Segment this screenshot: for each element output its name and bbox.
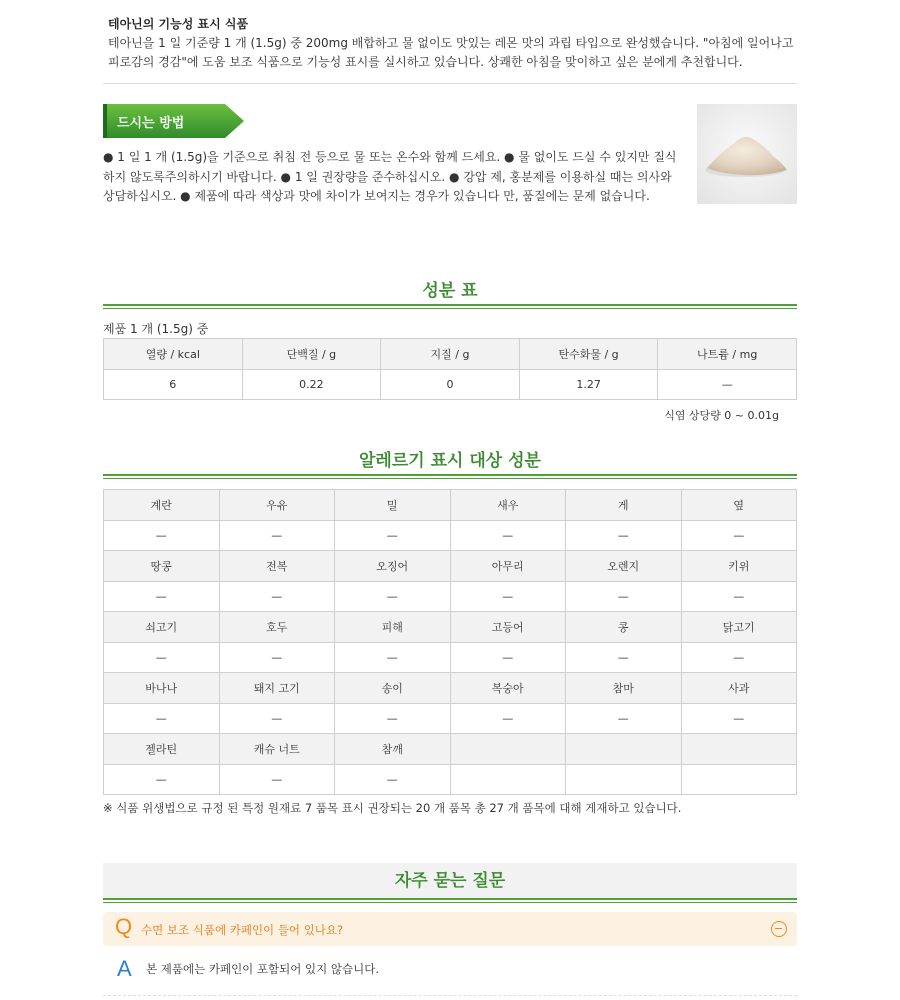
allergen-value: — xyxy=(104,703,220,734)
allergy-table xyxy=(103,489,797,795)
allergen-name: 오징어 xyxy=(335,551,451,582)
allergen-value: — xyxy=(335,581,451,612)
allergy-value-row xyxy=(104,581,797,612)
allergen-name: 참깨 xyxy=(335,734,451,765)
dosage-ribbon xyxy=(103,104,245,138)
allergy-value-row xyxy=(104,642,797,673)
allergy-title-underline xyxy=(103,474,797,479)
allergen-value: — xyxy=(681,642,797,673)
allergen-name: 우유 xyxy=(219,490,335,521)
nutrition-header-cell: 단백질 / g xyxy=(242,339,381,370)
allergen-name: 오렌지 xyxy=(566,551,682,582)
allergen-name: 호두 xyxy=(219,612,335,643)
allergen-name: 참마 xyxy=(566,673,682,704)
allergen-name: 땅콩 xyxy=(104,551,220,582)
answer-text: 본 제품에는 카페인이 포함되어 있지 않습니다. xyxy=(146,962,380,976)
nutrition-title: 성분 표 xyxy=(422,281,478,301)
allergy-value-row xyxy=(104,520,797,551)
allergen-value: — xyxy=(566,703,682,734)
question-letter: Q xyxy=(115,914,133,939)
allergen-value: — xyxy=(335,642,451,673)
allergy-name-row xyxy=(104,612,797,643)
allergen-name: 게 xyxy=(566,490,682,521)
powder-image xyxy=(697,104,797,204)
dosage-text: ● 1 일 1 개 (1.5g)을 기준으로 취침 전 등으로 물 또는 온수와 함께 드세요. ● 물 없이도 드실 수 있지만 질식하지 않도록주의하시기 바랍니다. ● 1 일 권장량을 준수하십시오. ● 강압 제, 홍분제를 이용하실 때는 의사와 상담하십시오. ● 제품에 따라 색상과 맛에 차이가 보여지는 경우가 있습니다 만, 품질에는 문제 없습니다. xyxy=(103,150,677,203)
empty-cell xyxy=(450,764,566,795)
allergen-value: — xyxy=(335,520,451,551)
allergen-value: — xyxy=(566,520,682,551)
allergen-name: 고등어 xyxy=(450,612,566,643)
allergy-name-row xyxy=(104,734,797,765)
allergen-value: — xyxy=(104,642,220,673)
allergen-name: 키위 xyxy=(681,551,797,582)
allergen-name: 콩 xyxy=(566,612,682,643)
allergy-name-row xyxy=(104,551,797,582)
nutrition-table xyxy=(103,338,797,400)
allergen-name: 아무리 xyxy=(450,551,566,582)
allergen-value: — xyxy=(450,581,566,612)
salt-note: 식염 상당량 0 ~ 0.01g xyxy=(664,409,779,422)
allergen-value: — xyxy=(219,581,335,612)
nutrition-header-cell: 나트륨 / mg xyxy=(658,339,797,370)
allergen-value: — xyxy=(566,581,682,612)
allergen-name: 밀 xyxy=(335,490,451,521)
allergen-value: — xyxy=(681,520,797,551)
allergen-value: — xyxy=(450,703,566,734)
allergen-name: 돼지 고기 xyxy=(219,673,335,704)
dosage-heading: 드시는 방법 xyxy=(117,116,185,131)
allergen-name: 옆 xyxy=(681,490,797,521)
allergen-name: 복숭아 xyxy=(450,673,566,704)
empty-cell xyxy=(450,734,566,765)
nutrition-title-underline xyxy=(103,304,797,309)
allergen-name: 피해 xyxy=(335,612,451,643)
nutrition-value-cell: 1.27 xyxy=(519,369,658,400)
allergen-name: 사과 xyxy=(681,673,797,704)
allergen-value: — xyxy=(219,642,335,673)
nutrition-value-cell: — xyxy=(658,369,797,400)
allergen-value: — xyxy=(450,520,566,551)
allergen-name: 캐슈 너트 xyxy=(219,734,335,765)
allergen-name: 계란 xyxy=(104,490,220,521)
allergen-name: 전복 xyxy=(219,551,335,582)
allergen-value: — xyxy=(219,764,335,795)
allergy-note: ※ 식품 위생법으로 규정 된 특정 원재료 7 품목 표시 권장되는 20 개 품목 총 27 개 품목에 대해 게재하고 있습니다. xyxy=(103,801,682,815)
nutrition-header-cell: 지질 / g xyxy=(381,339,520,370)
allergen-value: — xyxy=(219,520,335,551)
empty-cell xyxy=(566,734,682,765)
allergen-value: — xyxy=(104,581,220,612)
question-text: 수면 보조 식품에 카페인이 들어 있나요? xyxy=(141,923,344,937)
allergen-value: — xyxy=(104,520,220,551)
allergen-name: 바나나 xyxy=(104,673,220,704)
allergy-title: 알레르기 표시 대상 성분 xyxy=(359,451,541,471)
allergen-value: — xyxy=(450,642,566,673)
allergen-value: — xyxy=(681,703,797,734)
nutrition-header-row xyxy=(104,339,797,370)
faq-question[interactable] xyxy=(103,912,797,946)
allergen-value: — xyxy=(681,581,797,612)
faq-answer xyxy=(103,952,797,996)
nutrition-per-label: 제품 1 개 (1.5g) 중 xyxy=(103,322,209,336)
allergen-value: — xyxy=(335,703,451,734)
nutrition-value-cell: 0.22 xyxy=(242,369,381,400)
faq-title-underline xyxy=(103,898,797,903)
allergen-name: 쇠고기 xyxy=(104,612,220,643)
nutrition-header-cell: 탄수화물 / g xyxy=(519,339,658,370)
allergen-value: — xyxy=(219,703,335,734)
faq-title: 자주 묻는 질문 xyxy=(103,863,797,900)
empty-cell xyxy=(681,734,797,765)
empty-cell xyxy=(681,764,797,795)
nutrition-value-cell: 0 xyxy=(381,369,520,400)
divider xyxy=(103,83,797,84)
collapse-minus-icon[interactable] xyxy=(771,921,787,937)
allergen-name: 닭고기 xyxy=(681,612,797,643)
answer-letter: A xyxy=(117,956,132,981)
nutrition-header-cell: 열량 / kcal xyxy=(104,339,243,370)
nutrition-value-row xyxy=(104,369,797,400)
nutrition-value-cell: 6 xyxy=(104,369,243,400)
intro-text: 테아닌을 1 일 기준량 1 개 (1.5g) 중 200mg 배합하고 물 없이도 맛있는 레몬 맛의 과립 타입으로 완성했습니다. "아침에 일어나고 피로감의 경감"에 도움 보조 식품으로 기능성 표시를 실시하고 있습니다. 상쾌한 아침을 맞이하고 싶은 분에게 추천합니다. xyxy=(108,36,794,69)
allergen-name: 송이 xyxy=(335,673,451,704)
allergen-name: 새우 xyxy=(450,490,566,521)
allergen-value: — xyxy=(104,764,220,795)
allergy-value-row xyxy=(104,703,797,734)
intro-section xyxy=(108,14,798,72)
allergen-name: 젤라틴 xyxy=(104,734,220,765)
intro-title: 테아닌의 기능성 표시 식품 xyxy=(108,17,249,31)
allergy-name-row xyxy=(104,490,797,521)
allergy-name-row xyxy=(104,673,797,704)
allergen-value: — xyxy=(566,642,682,673)
allergy-value-row xyxy=(104,764,797,795)
empty-cell xyxy=(566,764,682,795)
allergen-value: — xyxy=(335,764,451,795)
